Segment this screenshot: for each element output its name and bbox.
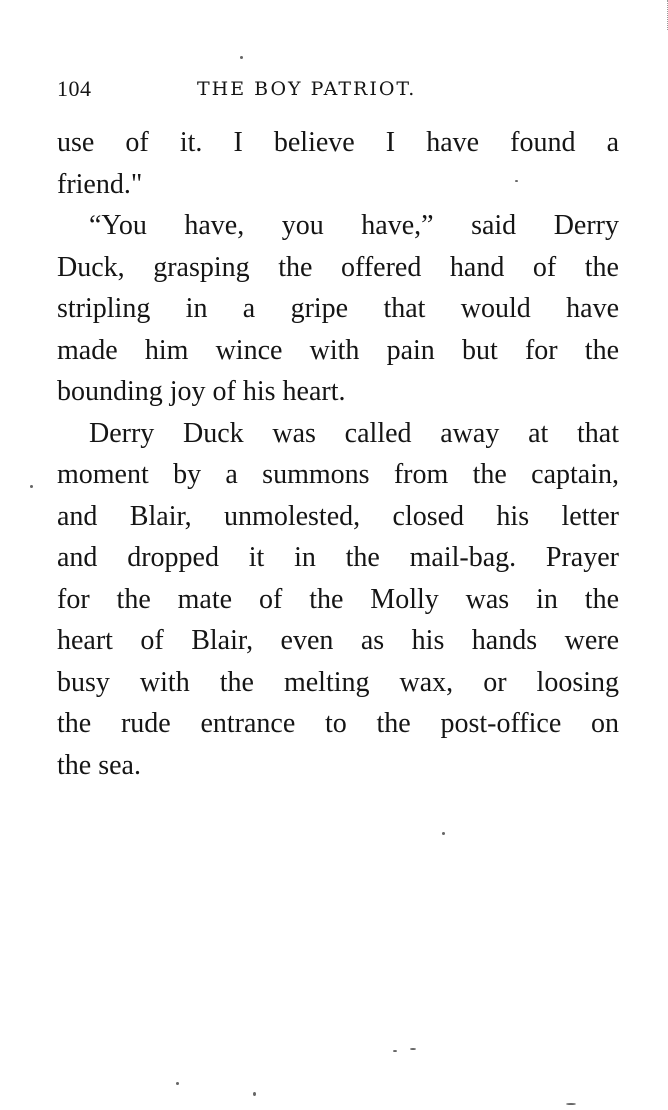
text-line: made him wince with pain but for the (57, 334, 619, 366)
scan-speck (240, 56, 243, 59)
text-line: bounding joy of his heart. (57, 376, 346, 407)
scan-speck (410, 1048, 416, 1050)
text-line: friend." (57, 168, 143, 200)
text-line: Duck, grasping the offered hand of the (57, 251, 619, 283)
scan-speck (515, 180, 518, 182)
text-line: the rude entrance to the post-office on (57, 708, 619, 739)
scan-speck (176, 1082, 179, 1085)
text-line: “You have, you have,” said Derry (89, 210, 619, 241)
text-line: heart of Blair, even as his hands were (57, 625, 619, 656)
page-header (57, 74, 617, 108)
text-line: Derry Duck was called away at that (89, 417, 619, 449)
text-line: and Blair, unmolested, closed his letter (57, 500, 619, 532)
text-line: use of it. I believe I have found a (57, 127, 619, 158)
running-title: THE BOY PATRIOT. (197, 78, 417, 100)
scan-edge-mark (663, 0, 668, 30)
text-line: for the mate of the Molly was in the (57, 583, 619, 615)
scan-speck (566, 1103, 576, 1105)
text-line: moment by a summons from the captain, (57, 459, 619, 490)
scan-speck (30, 485, 33, 488)
scan-speck (442, 832, 445, 835)
body-text (57, 122, 619, 786)
text-line: stripling in a gripe that would have (57, 293, 619, 324)
text-line: busy with the melting wax, or loosing (57, 666, 619, 698)
text-line: and dropped it in the mail-bag. Prayer (57, 542, 619, 573)
text-line: the sea. (57, 749, 141, 781)
scan-speck (393, 1050, 397, 1052)
page-number: 104 (57, 76, 92, 101)
scan-speck (253, 1092, 256, 1096)
